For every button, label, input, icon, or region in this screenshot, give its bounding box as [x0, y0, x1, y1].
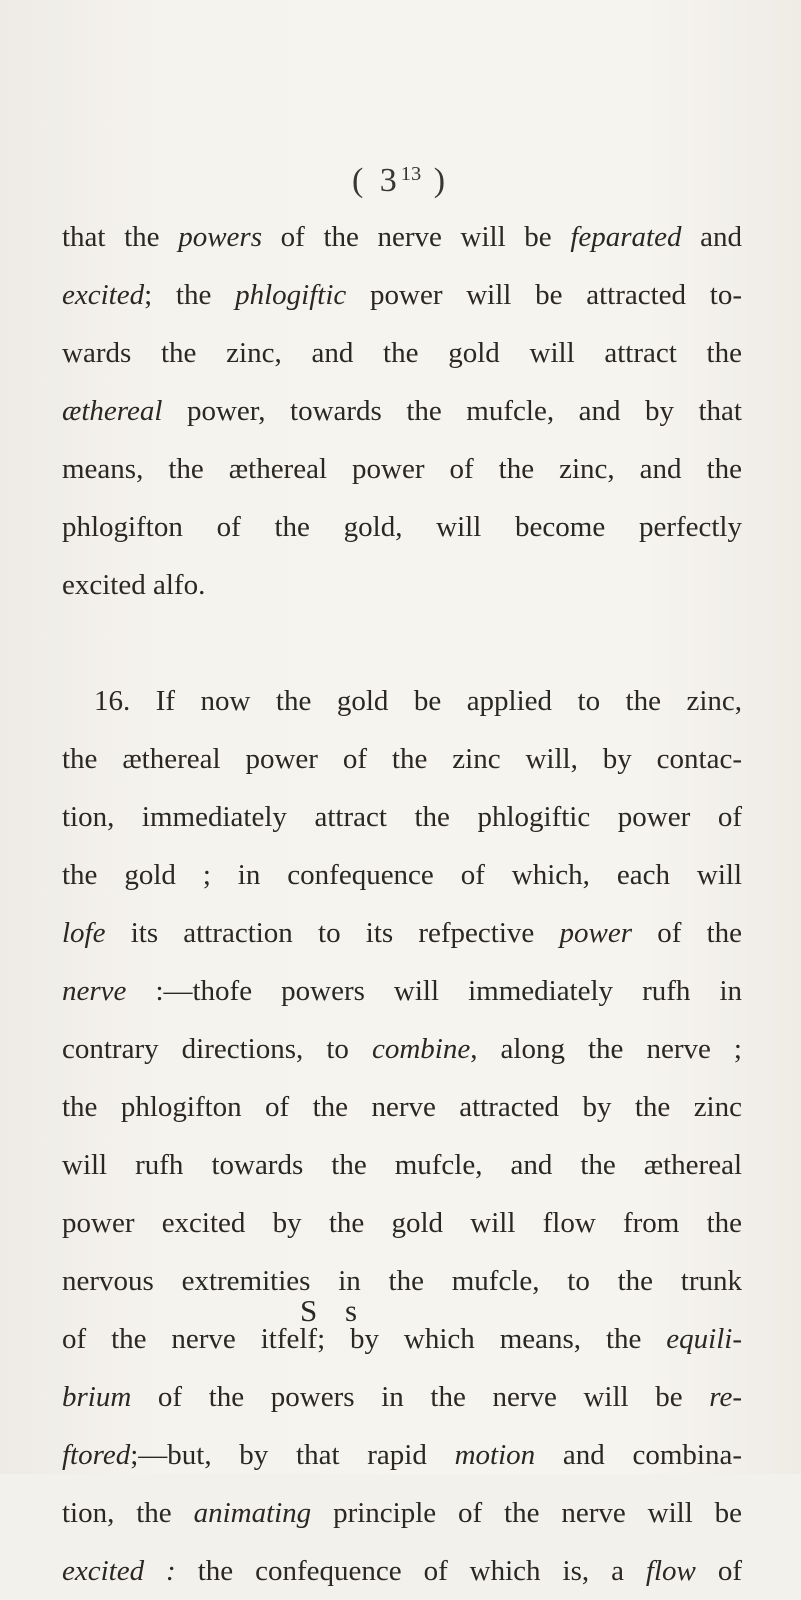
text-line	[62, 440, 742, 498]
text-run: of	[695, 1555, 742, 1587]
text-line	[62, 1484, 742, 1542]
text-line	[62, 672, 742, 730]
text-line	[62, 556, 742, 614]
italic-text: power	[559, 917, 632, 949]
text-line	[62, 1542, 742, 1600]
italic-text: æthereal	[62, 395, 163, 427]
text-run: :—thofe powers will immediately rufh in	[126, 975, 742, 1007]
text-line	[62, 324, 742, 382]
text-run: of the	[632, 917, 742, 949]
text-run: the gold ; in confequence of which, each will	[62, 859, 742, 891]
text-line	[62, 1310, 742, 1368]
text-line	[62, 788, 742, 846]
text-run: nervous extremities in the mufcle, to the trunk	[62, 1265, 742, 1297]
text-line	[62, 208, 742, 266]
signature-mark: S s	[300, 1293, 368, 1328]
page-number-header: ( $3^{13}$ )	[351, 162, 450, 199]
text-run: power will be attracted to-	[346, 279, 742, 311]
text-line	[62, 904, 742, 962]
italic-text: feparated	[570, 221, 682, 253]
text-line	[62, 730, 742, 788]
text-line	[62, 1426, 742, 1484]
text-run: 16. If now the gold be applied to the zinc,	[94, 685, 742, 717]
italic-text: lofe	[62, 917, 106, 949]
text-run: means, the æthereal power of the zinc, and the	[62, 453, 742, 485]
text-run: and combina-	[535, 1439, 742, 1471]
text-run: excited alfo.	[62, 569, 206, 601]
text-line	[62, 382, 742, 440]
text-line	[62, 962, 742, 1020]
italic-text: brium	[62, 1381, 132, 1413]
italic-text: nerve	[62, 975, 127, 1007]
text-run: of the powers in the nerve will be	[131, 1381, 710, 1413]
text-line	[62, 1078, 742, 1136]
italic-text: animating	[193, 1497, 312, 1529]
italic-text: phlogiftic	[235, 279, 347, 311]
text-run: wards the zinc, and the gold will attract the	[62, 337, 742, 369]
italic-text: excited :	[62, 1555, 176, 1587]
text-run: its attraction to its refpective	[105, 917, 560, 949]
text-run: tion, immediately attract the phlogiftic power of	[62, 801, 742, 833]
text-line	[62, 266, 742, 324]
text-run: that the	[62, 221, 179, 253]
text-run: ; the	[144, 279, 236, 311]
text-line	[62, 846, 742, 904]
text-line	[62, 1136, 742, 1194]
text-run: the phlogifton of the nerve attracted by the zinc	[62, 1091, 742, 1123]
italic-text: powers	[178, 221, 262, 253]
text-run: , along the nerve ;	[470, 1033, 742, 1065]
body-text	[62, 208, 742, 1600]
text-run: of the nerve will be	[262, 221, 571, 253]
page-number-superscript: 13	[400, 162, 422, 185]
text-line	[62, 1252, 742, 1310]
italic-text: equili-	[666, 1323, 742, 1355]
text-line	[62, 1368, 742, 1426]
text-run: phlogifton of the gold, will become perfectly	[62, 511, 742, 543]
text-run: principle of the nerve will be	[311, 1497, 743, 1529]
text-run: power, towards the mufcle, and by that	[162, 395, 742, 427]
text-run: the æthereal power of the zinc will, by contac-	[62, 743, 742, 775]
italic-text: motion	[454, 1439, 536, 1471]
text-run: ;—but, by that rapid	[130, 1439, 455, 1471]
italic-text: flow	[645, 1555, 696, 1587]
italic-text: excited	[62, 279, 145, 311]
italic-text: combine	[371, 1033, 471, 1065]
italic-text: re-	[709, 1381, 742, 1413]
text-line	[62, 1020, 742, 1078]
text-run: the confequence of which is, a	[175, 1555, 646, 1587]
text-run: tion, the	[62, 1497, 194, 1529]
text-run: power excited by the gold will flow from the	[62, 1207, 742, 1239]
text-run: and	[681, 221, 742, 253]
text-line	[62, 1194, 742, 1252]
text-run: will rufh towards the mufcle, and the æthereal	[62, 1149, 742, 1181]
text-line	[62, 498, 742, 556]
text-run: of the nerve itfelf; by which means, the	[62, 1323, 667, 1355]
italic-text: ftored	[62, 1439, 131, 1471]
paragraph-gap	[62, 614, 742, 672]
text-run: contrary directions, to	[62, 1033, 372, 1065]
